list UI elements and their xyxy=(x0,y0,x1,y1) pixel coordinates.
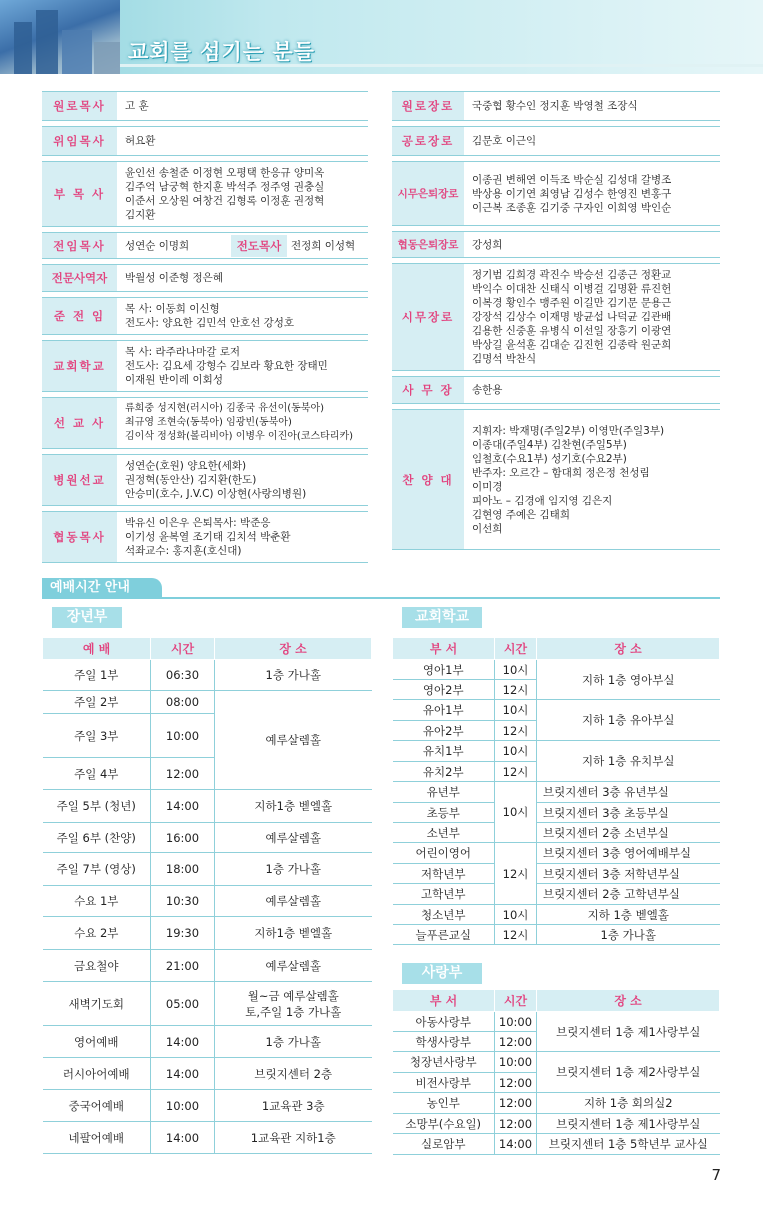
cell-name: 유년부 xyxy=(393,782,495,803)
staff-row xyxy=(392,410,720,550)
staff-label: 사 무 장 xyxy=(392,377,464,404)
worship-section-title: 예배시간 안내 xyxy=(42,578,162,598)
table-row xyxy=(393,741,720,762)
table-row xyxy=(393,823,720,843)
table-row xyxy=(393,660,720,680)
cell-place: 월~금 예루살렘홀 토,주일 1층 가나홀 xyxy=(215,982,372,1026)
cell-name: 영어예배 xyxy=(43,1026,151,1058)
cell-name: 주일 6부 (찬양) xyxy=(43,823,151,853)
love-dept-table xyxy=(392,989,720,1155)
table-row xyxy=(43,950,372,982)
staff-row xyxy=(392,127,720,156)
staff-label: 원로목사 xyxy=(42,92,117,121)
cell-time: 10:00 xyxy=(151,1090,215,1122)
staff-row xyxy=(42,92,368,121)
staff-value: 목 사: 이동희 이신형 전도사: 양요한 김민석 안호선 강성호 xyxy=(117,298,368,335)
section-divider xyxy=(42,597,720,599)
cell-name: 소년부 xyxy=(393,823,495,843)
table-row xyxy=(393,1012,720,1032)
cell-time: 10시 xyxy=(495,660,537,680)
staff-value: 박월성 이준형 정은혜 xyxy=(117,265,368,292)
cell-time: 12:00 xyxy=(495,1032,537,1052)
cell-name: 네팔어예배 xyxy=(43,1122,151,1154)
staff-label: 전임목사 xyxy=(42,233,117,259)
cell-time: 14:00 xyxy=(151,1122,215,1154)
staff-row xyxy=(392,92,720,121)
cell-place: 지하 1층 벧엘홀 xyxy=(537,905,720,925)
staff-value: 목 사: 라주라나마갈 로저 전도사: 김요세 강형수 김보라 황요한 장태민 이재원 반이레 이회성 xyxy=(117,341,368,392)
cell-place: 브릿지센터 3층 영어예배부실 xyxy=(537,843,720,864)
table-row xyxy=(43,886,372,917)
column-header: 부 서 xyxy=(393,990,495,1012)
cell-time: 10시 xyxy=(495,700,537,721)
column-header: 시간 xyxy=(495,990,537,1012)
cell-time: 21:00 xyxy=(151,950,215,982)
staff-value: 류희중 성지현(러시아) 김종국 유선이(동북아) 최규영 조현숙(동북아) 임광빈(동북아) 김이삭 정성화(볼리비아) 이병우 이진아(코스타리카) xyxy=(117,398,368,449)
staff-value: 고 훈 xyxy=(117,92,368,121)
staff-value: 허요환 xyxy=(117,127,368,156)
cell-name: 수요 2부 xyxy=(43,917,151,950)
column-header: 장 소 xyxy=(215,638,372,660)
cell-time: 12:00 xyxy=(495,1114,537,1134)
cell-name: 실로암부 xyxy=(393,1134,495,1155)
adult-title: 장년부 xyxy=(52,607,122,628)
cell-name: 영아2부 xyxy=(393,680,495,700)
cell-place: 브릿지센터 2층 소년부실 xyxy=(537,823,720,843)
staff-label: 병원선교 xyxy=(42,455,117,506)
cell-place: 예루살렘홀 xyxy=(215,823,372,853)
cell-place: 지하 1층 회의실2 xyxy=(537,1093,720,1114)
cell-place: 1층 가나홀 xyxy=(215,660,372,691)
staff-label: 협동은퇴장로 xyxy=(392,232,464,258)
table-row xyxy=(43,660,372,691)
staff-row xyxy=(42,127,368,156)
cell-name: 농인부 xyxy=(393,1093,495,1114)
cell-place: 지하1층 벧엘홀 xyxy=(215,790,372,823)
cell-name: 주일 5부 (청년) xyxy=(43,790,151,823)
church-building-image xyxy=(0,0,120,74)
staff-label: 준 전 임 xyxy=(42,298,117,335)
staff-row xyxy=(392,162,720,226)
cell-name: 금요철야 xyxy=(43,950,151,982)
cell-time: 05:00 xyxy=(151,982,215,1026)
cell-name: 러시아어예배 xyxy=(43,1058,151,1090)
staff-label: 찬 양 대 xyxy=(392,410,464,550)
staff-value: 정기범 김희경 곽진수 박승선 김종근 정환교 박익수 이대찬 신태식 이병걸 김명환 류진헌 이복경 황인수 맹주원 이길만 김기문 문용근 강장석 김상수 이재명 방균섭 나덕균 김관배 김용한 신중훈 유병식 이선일 장흥기 이광연 박상길 윤석훈 김대순 김진헌 김종락 원군희 김명석 박찬식 xyxy=(464,264,720,371)
cell-name: 주일 7부 (영상) xyxy=(43,853,151,886)
cell-place: 브릿지센터 3층 유년부실 xyxy=(537,782,720,803)
table-row xyxy=(393,1114,720,1134)
table-row xyxy=(393,925,720,945)
cell-place: 브릿지센터 3층 저학년부실 xyxy=(537,864,720,884)
cell-name: 주일 1부 xyxy=(43,660,151,691)
staff-row xyxy=(42,512,368,563)
cell-place: 예루살렘홀 xyxy=(215,886,372,917)
love-title: 사랑부 xyxy=(402,963,482,984)
table-row xyxy=(393,1052,720,1073)
column-header: 시간 xyxy=(151,638,215,660)
cell-time: 19:30 xyxy=(151,917,215,950)
cell-time: 14:00 xyxy=(151,1058,215,1090)
table-row xyxy=(393,803,720,823)
staff-row xyxy=(42,455,368,506)
cell-time: 12시 xyxy=(495,762,537,782)
staff-table-left xyxy=(42,91,368,563)
cell-time: 16:00 xyxy=(151,823,215,853)
cell-place: 예루살렘홀 xyxy=(215,950,372,982)
table-row xyxy=(393,884,720,905)
cell-place: 브릿지센터 2층 xyxy=(215,1058,372,1090)
cell-name: 주일 2부 xyxy=(43,691,151,714)
cell-place: 지하1층 벧엘홀 xyxy=(215,917,372,950)
cell-place: 지하 1층 유치부실 xyxy=(537,741,720,782)
cell-name: 고학년부 xyxy=(393,884,495,905)
staff-label: 전문사역자 xyxy=(42,265,117,292)
cell-place: 브릿지센터 2층 고학년부실 xyxy=(537,884,720,905)
cell-name: 저학년부 xyxy=(393,864,495,884)
staff-row xyxy=(42,341,368,392)
table-row xyxy=(43,853,372,886)
cell-name: 아동사랑부 xyxy=(393,1012,495,1032)
staff-row xyxy=(42,265,368,292)
cell-name: 영아1부 xyxy=(393,660,495,680)
page-header xyxy=(0,0,763,74)
staff-row xyxy=(42,233,368,259)
cell-time: 10시 xyxy=(495,741,537,762)
cell-time: 12시 xyxy=(495,721,537,741)
cell-name: 수요 1부 xyxy=(43,886,151,917)
cell-name: 유치2부 xyxy=(393,762,495,782)
cell-place: 1층 가나홀 xyxy=(215,853,372,886)
staff-row xyxy=(392,232,720,258)
table-row xyxy=(393,864,720,884)
staff-value: 강성희 xyxy=(464,232,720,258)
cell-time: 10:30 xyxy=(151,886,215,917)
cell-name: 늘푸른교실 xyxy=(393,925,495,945)
school-table xyxy=(392,637,720,945)
cell-place: 예루살렘홀 xyxy=(215,691,372,790)
cell-name: 소망부(수요일) xyxy=(393,1114,495,1134)
table-row xyxy=(43,823,372,853)
cell-place: 브릿지센터 1층 제2사랑부실 xyxy=(537,1052,720,1093)
cell-time: 10:00 xyxy=(151,714,215,758)
staff-label: 원로장로 xyxy=(392,92,464,121)
cell-time: 12:00 xyxy=(495,1073,537,1093)
cell-time: 12시 xyxy=(495,843,537,905)
staff-label: 시무은퇴장로 xyxy=(392,162,464,226)
cell-time: 10시 xyxy=(495,905,537,925)
staff-value: 윤인선 송철준 이정현 오평택 한응규 양미옥 김주억 남궁혁 한지훈 박석주 정주영 권충실 이준서 오상원 여창건 김형록 이정훈 권정혁 김지환 xyxy=(117,162,368,227)
cell-place: 1교육관 3층 xyxy=(215,1090,372,1122)
cell-place: 지하 1층 영아부실 xyxy=(537,660,720,700)
staff-value: 지휘자: 박재명(주일2부) 이영만(주일3부) 이종대(주일4부) 김찬현(주일5부) 임철호(수요1부) 성기호(수요2부) 반주자: 오르간 – 함대희 정은정 천성림 이미경 피아노 – 김경애 임지영 김은지 김현영 주예은 김태희 이선희 xyxy=(464,410,720,550)
staff-label: 위임목사 xyxy=(42,127,117,156)
staff-value: 송한용 xyxy=(464,377,720,404)
table-row xyxy=(43,1026,372,1058)
cell-time: 14:00 xyxy=(151,790,215,823)
staff-value-2: 전정희 이성혁 xyxy=(291,239,356,252)
column-header: 부 서 xyxy=(393,638,495,660)
staff-value: 김문호 이근익 xyxy=(464,127,720,156)
cell-place: 브릿지센터 1층 제1사랑부실 xyxy=(537,1114,720,1134)
staff-label: 협동목사 xyxy=(42,512,117,563)
cell-time: 12시 xyxy=(495,925,537,945)
cell-place: 1교육관 지하1층 xyxy=(215,1122,372,1154)
table-row xyxy=(393,782,720,803)
cell-place: 1층 가나홀 xyxy=(215,1026,372,1058)
cell-time: 10:00 xyxy=(495,1012,537,1032)
page-number: 7 xyxy=(711,1166,721,1184)
cell-time: 12:00 xyxy=(151,758,215,790)
cell-time: 10시 xyxy=(495,782,537,843)
cell-place: 브릿지센터 3층 초등부실 xyxy=(537,803,720,823)
table-row xyxy=(43,917,372,950)
cell-place: 브릿지센터 1층 제1사랑부실 xyxy=(537,1012,720,1052)
cell-name: 유치1부 xyxy=(393,741,495,762)
column-header: 예 배 xyxy=(43,638,151,660)
table-row xyxy=(43,982,372,1026)
column-header: 시간 xyxy=(495,638,537,660)
table-row xyxy=(393,905,720,925)
cell-name: 주일 4부 xyxy=(43,758,151,790)
staff-value: 국중협 황수인 정지훈 박영철 조장식 xyxy=(464,92,720,121)
column-header: 장 소 xyxy=(537,990,720,1012)
cell-name: 초등부 xyxy=(393,803,495,823)
cell-place: 브릿지센터 1층 5학년부 교사실 xyxy=(537,1134,720,1155)
table-row xyxy=(43,1058,372,1090)
staff-value: 이종권 변해연 이득조 박순실 김성대 갈병조 박상용 이기연 최영남 김성수 한영진 변홍구 이근복 조종훈 김기중 구자인 이희영 박인순 xyxy=(464,162,720,226)
staff-label: 부 목 사 xyxy=(42,162,117,227)
table-row xyxy=(43,691,372,714)
cell-time: 10:00 xyxy=(495,1052,537,1073)
staff-label: 시무장로 xyxy=(392,264,464,371)
cell-name: 유아2부 xyxy=(393,721,495,741)
cell-place: 1층 가나홀 xyxy=(537,925,720,945)
staff-row xyxy=(392,264,720,371)
staff-value: 성연순 이명희 xyxy=(125,239,190,252)
cell-name: 새벽기도회 xyxy=(43,982,151,1026)
table-row xyxy=(43,1122,372,1154)
adult-worship-table xyxy=(42,637,372,1154)
cell-time: 12시 xyxy=(495,680,537,700)
table-row xyxy=(393,700,720,721)
cell-place: 지하 1층 유아부실 xyxy=(537,700,720,741)
staff-row xyxy=(392,377,720,404)
cell-name: 주일 3부 xyxy=(43,714,151,758)
table-row xyxy=(393,843,720,864)
table-row xyxy=(393,1134,720,1155)
cell-name: 어린이영어 xyxy=(393,843,495,864)
page-title: 교회를 섬기는 분들 xyxy=(128,40,315,64)
staff-table-right xyxy=(392,91,720,550)
cell-name: 학생사랑부 xyxy=(393,1032,495,1052)
staff-row xyxy=(42,162,368,227)
cell-name: 비전사랑부 xyxy=(393,1073,495,1093)
column-header: 장 소 xyxy=(537,638,720,660)
staff-value: 박유신 이은우 은퇴목사: 박준응 이기성 윤복열 조기태 김치석 박춘환 석좌교수: 홍지훈(호신대) xyxy=(117,512,368,563)
cell-time: 06:30 xyxy=(151,660,215,691)
table-row xyxy=(393,1093,720,1114)
cell-name: 유아1부 xyxy=(393,700,495,721)
cell-time: 12:00 xyxy=(495,1093,537,1114)
cell-name: 청장년사랑부 xyxy=(393,1052,495,1073)
school-title: 교회학교 xyxy=(402,607,482,628)
cell-time: 14:00 xyxy=(495,1134,537,1155)
staff-label: 교회학교 xyxy=(42,341,117,392)
table-row xyxy=(43,790,372,823)
table-row xyxy=(43,1090,372,1122)
staff-label: 선 교 사 xyxy=(42,398,117,449)
cell-name: 중국어예배 xyxy=(43,1090,151,1122)
staff-label: 공로장로 xyxy=(392,127,464,156)
cell-time: 08:00 xyxy=(151,691,215,714)
staff-value: 성연순(호원) 양요한(세화) 권정혁(동안산) 김지환(한도) 안승미(호수, J.V.C) 이상현(사랑의병원) xyxy=(117,455,368,506)
cell-name: 청소년부 xyxy=(393,905,495,925)
cell-time: 18:00 xyxy=(151,853,215,886)
staff-row xyxy=(42,298,368,335)
staff-row xyxy=(42,398,368,449)
cell-time: 14:00 xyxy=(151,1026,215,1058)
staff-label-2: 전도목사 xyxy=(231,235,287,257)
